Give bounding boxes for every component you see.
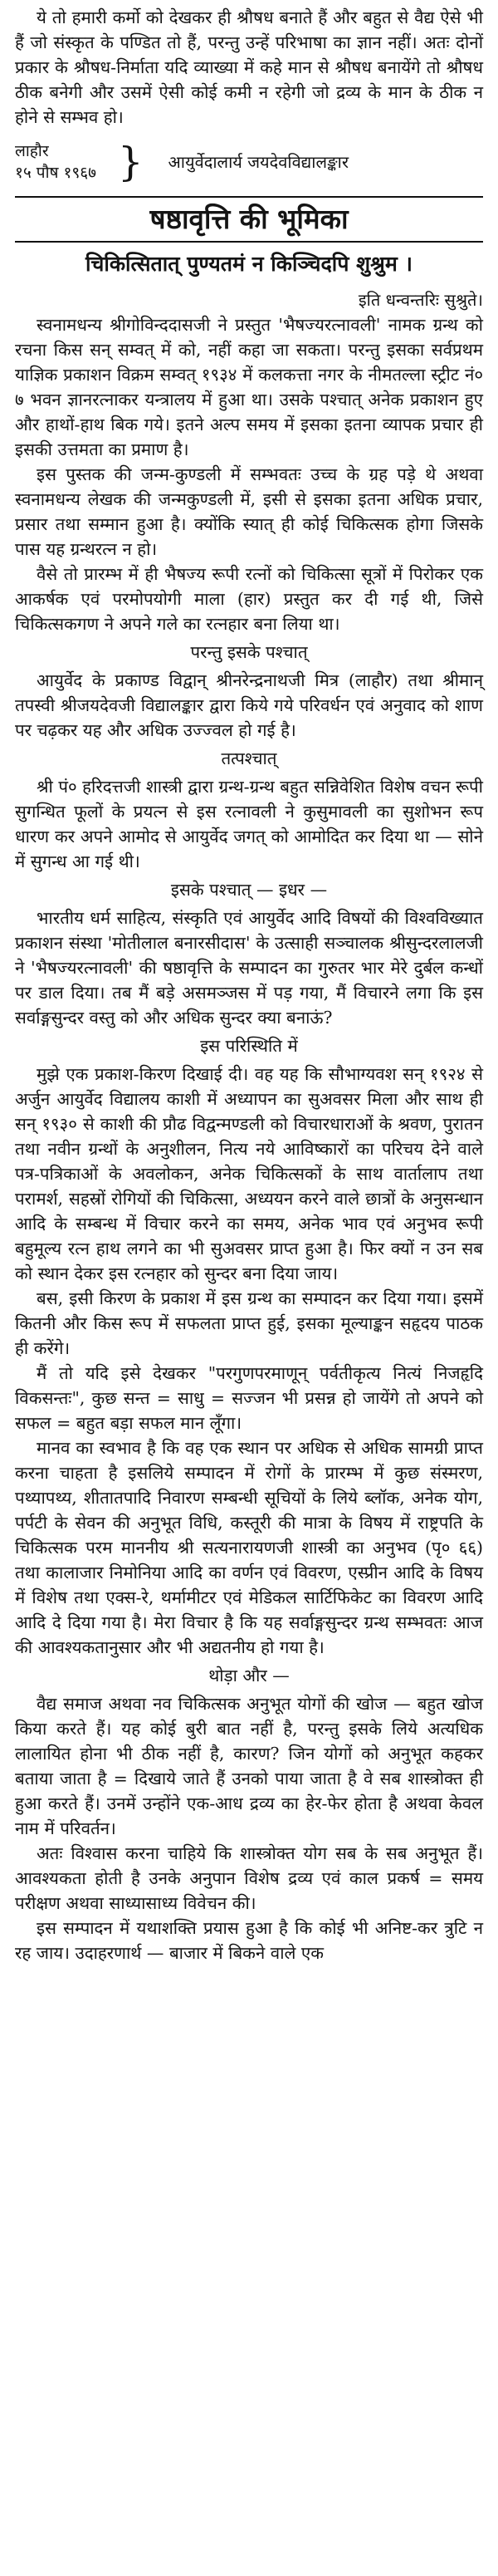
paragraph-10: मानव का स्वभाव है कि वह एक स्थान पर अधिक से अधिक सामग्री प्राप्त करना चाहता है इसलिये सम्पादन में रोगों के प्रारम्भ में कुछ संस्मरण, पथ्यापथ्य, शीतातपादि निवारण सम्बन्धी सूचियों के लिये ब्लॉक, अनेक योग, पर्पटी के सेवन की अनुभूत विधि, कस्तूरी की मात्रा के विषय में राष्ट्रपति के चिकित्सक परम माननीय श्री सत्यनारायणजी शास्त्री का अनुभव (पृ० ६६) तथा कालाजार निमोनिया आदि का वर्णन एवं विवरण, एस्प्रीन आदि के विषय में विशेष तथा एक्स-रे, थर्मामीटर एवं मेडिकल सार्टिफिकेट का विवरण आदि आदि दे दिया गया है। मेरा विचार है कि यह सर्वाङ्गसुन्दर ग्रन्थ सम्भवतः आज की आवश्यकतानुसार और भी अद्यतनीय हो गया है।: [15, 1438, 483, 1657]
signature-place-date: [15, 140, 113, 184]
section-heading-then: तत्पश्चात्: [221, 748, 277, 768]
paragraph-8: बस, इसी किरण के प्रकाश में इस ग्रन्थ का सम्पादन कर दिया गया। इसमें कितनी और किस रूप में सफलता प्राप्त हुई, इसका मूल्याङ्कन सहृदय पाठक ही करेंगे।: [15, 1288, 483, 1358]
paragraph-1: स्वनामधन्य श्रीगोविन्ददासजी ने प्रस्तुत 'भैषज्यरत्नावली' नामक ग्रन्थ को रचना किस सन् सम्वत् में को, नहीं कहा जा सकता। परन्तु इसका सर्वप्रथम याज्ञिक प्रकाशन विक्रम सम्वत् १९३४ में कलकत्ता नगर के नीमतल्ला स्ट्रीट नं० ७ भवन ज्ञानरत्नाकर यन्त्रालय में हुआ था। उसके पश्चात् अनेक प्रकाशन हुए और हाथों-हाथ बिक गये। इतने अल्प समय में इसका इतना व्यापक प्रचार ही इसकी उत्तमता का प्रमाण है।: [15, 315, 483, 459]
paragraph-6: भारतीय धर्म साहित्य, संस्कृति एवं आयुर्वेद आदि विषयों की विश्वविख्यात प्रकाशन संस्था 'मोतीलाल बनारसीदास' के उत्साही सञ्चालक श्रीसुन्दरलालजी ने 'भैषज्यरत्नावली' की षष्ठावृत्ति के सम्पादन का गुरुतर भार मेरे दुर्बल कन्धों पर डाल दिया। तब मैं बड़े असमञ्जस में पड़ गया, मैं विचारने लगा कि इस सर्वाङ्गसुन्दर वस्तु को और अधिक सुन्दर क्या बनाऊं?: [15, 908, 483, 1028]
section-heading-after: परन्तु इसके पश्चात्: [190, 642, 308, 662]
paragraph-5: श्री पं० हरिदत्तजी शास्त्री द्वारा ग्रन्थ-ग्रन्थ बहुत सन्निवेशित विशेष वचन रूपी सुगन्धित फूलों के प्रयत्न से इस रत्नावली ने कुसुमावली का सुशोभन रूप धारण कर अपने आमोद से आयुर्वेद जगत् को आमोदित कर दिया था — सोने में सुगन्ध आ गई थी।: [15, 777, 483, 871]
section-heading-circumstance: इस परिस्थिति में: [200, 1036, 298, 1056]
section-heading-more: थोड़ा और —: [208, 1666, 290, 1685]
paragraph-13: इस सम्पादन में यथाशक्ति प्रयास हुआ है कि कोई भी अनिष्ट-कर त्रुटि न रह जाय। उदाहरणार्थ — बाजार में बिकने वाले एक: [15, 1918, 483, 1963]
signature-block: [15, 136, 483, 188]
paragraph-3: वैसे तो प्रारम्भ में ही भैषज्य रूपी रत्नों को चिकित्सा सूत्रों में पिरोकर एक आकर्षक एवं परमोपयोगी माला (हार) प्रस्तुत कर दी गई थी, जिसे चिकित्सकगण ने अपने गले का रत्नहार बना लिया था।: [15, 564, 483, 634]
page-title: षष्ठावृत्ति की भूमिका: [15, 196, 483, 243]
paragraph-4: आयुर्वेद के प्रकाण्ड विद्वान् श्रीनरेन्द्रनाथजी मित्र (लाहौर) तथा श्रीमान् तपस्वी श्रीजयदेवजी विद्यालङ्कार द्वारा किये गये परिवर्धन एवं अनुवाद को शाण पर चढ़कर यह और अधिक उज्ज्वल हो गई है।: [15, 670, 483, 740]
paragraph-11: वैद्य समाज अथवा नव चिकित्सक अनुभूत योगों की खोज — बहुत खोज किया करते हैं। यह कोई बुरी बात नहीं है, परन्तु इसके लिये अत्यधिक लालायित होना भी ठीक नहीं है, कारण? जिन योगों को अनुभूत कहकर बताया जाता है = दिखाये जाते हैं उनको पाया जाता है वे सब शास्त्रोक्त ही हुआ करते हैं। उनमें उन्होंने एक-आध द्रव्य का हेर-फेर होता है अथवा केवल नाम में परिवर्तन।: [15, 1694, 483, 1838]
section-heading-next: इसके पश्चात् — इधर —: [170, 880, 328, 900]
paragraph-9: मैं तो यदि इसे देखकर "परगुणपरमाणून् पर्वतीकृत्य नित्यं निजहृदि विकसन्तः", कुछ सन्त = साधु = सज्जन भी प्रसन्न हो जायेंगे तो अपने को सफल = बहुत बड़ा सफल मान लूँगा।: [15, 1363, 483, 1433]
curly-brace-icon: }: [118, 139, 144, 185]
signature-name: आयुर्वेदालार्य जयदेवविद्यालङ्कार: [168, 152, 349, 172]
subtitle-quote: चिकित्सितात् पुण्यतमं न किञ्चिदपि शुश्रुम ।: [85, 252, 413, 276]
quote-attribution: इति धन्वन्तरिः सुश्रुते।: [358, 290, 483, 310]
signature-date: १५ पौष १९६७: [15, 164, 97, 182]
paragraph-7: मुझे एक प्रकाश-किरण दिखाई दी। वह यह कि सौभाग्यवश सन् १९२४ से अर्जुन आयुर्वेद विद्यालय काशी में अध्यापन का सुअवसर मिला और साथ ही सन् १९३० से काशी की प्रौढ विद्वन्मण्डली को विचारधाराओं के श्रवण, पुरातन तथा नवीन ग्रन्थों के अनुशीलन, नित्य नये आविष्कारों का परिचय देने वाले पत्र-पत्रिकाओं के अवलोकन, अनेक चिकित्सकों के साथ वार्तालाप तथा परामर्श, सहस्रों रोगियों की चिकित्सा, अध्ययन करने वाले छात्रों के अनुसन्धान आदि के सम्बन्ध में विचार करने का समय, अनेक भाव एवं अनुभव रूपी बहुमूल्य रत्न हाथ लगने का भी सुअवसर प्राप्त हुआ है। फिर क्यों न उन सब को स्थान देकर इस रत्नहार को सुन्दर बना दिया जाय।: [15, 1064, 483, 1283]
intro-paragraph: ये तो हमारी कर्मो को देखकर ही श्रौषध बनाते हैं और बहुत से वैद्य ऐसे भी हैं जो संस्कृत के पण्डित तो हैं, परन्तु उन्हें परिभाषा का ज्ञान नहीं। अतः दोनों प्रकार के श्रौषध-निर्माता यदि व्याख्या में कहे मान से श्रौषध बनायेंगे तो श्रौषध ठीक बनेगी और उसमें ऐसी कोई कमी न रहेगी जो द्रव्य के मान के ठीक न होने से सम्भव हो।: [15, 7, 483, 127]
paragraph-12: अतः विश्वास करना चाहिये कि शास्त्रोक्त योग सब के सब अनुभूत हैं। आवश्यकता होती है उनके अनुपान विशेष द्रव्य एवं काल प्रकर्ष = समय परीक्षण अथवा साध्यासाध्य विवेचन की।: [15, 1843, 483, 1913]
signature-place: लाहौर: [15, 142, 49, 160]
paragraph-2: इस पुस्तक की जन्म-कुण्डली में सम्भवतः उच्च के ग्रह पड़े थे अथवा स्वनामधन्य लेखक की जन्मकुण्डली में, इसी से इसका इतना अधिक प्रचार, प्रसार तथा सम्मान हुआ है। क्योंकि स्यात् ही कोई चिकित्सक होगा जिसके पास यह ग्रन्थरत्न न हो।: [15, 464, 483, 559]
